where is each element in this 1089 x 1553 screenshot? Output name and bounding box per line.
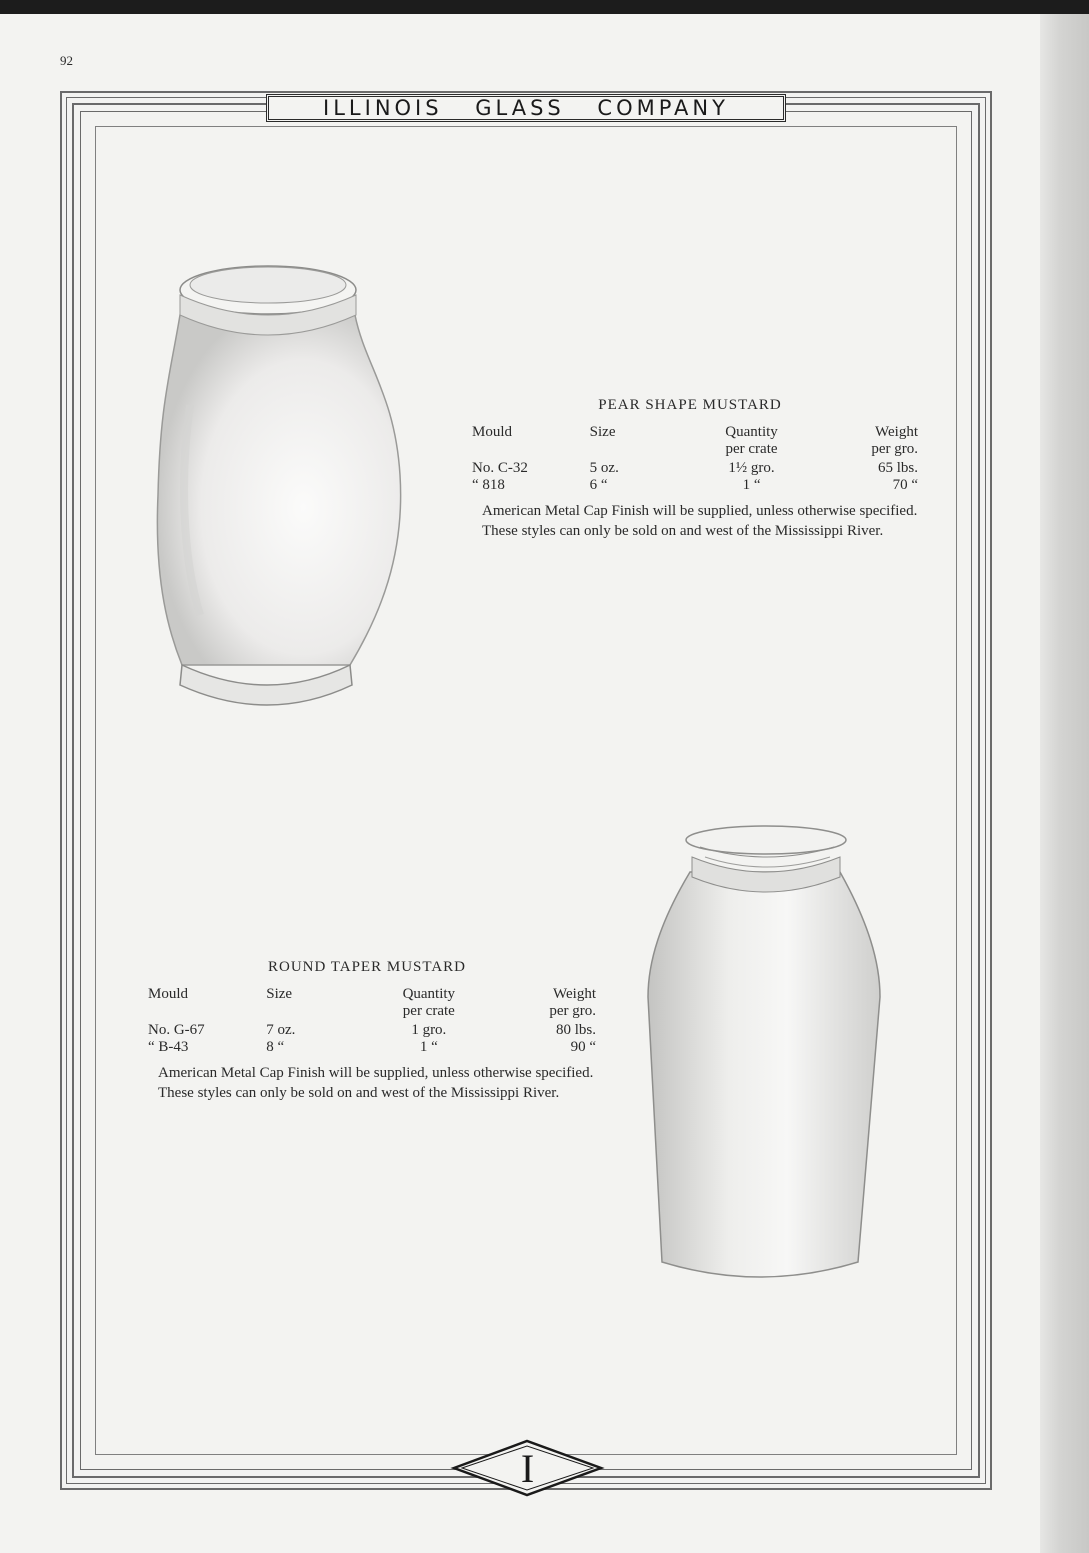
column-header-quantity: Quantity per crate [402,986,456,1019]
cell-size: 5 oz. [589,460,619,476]
company-title: ILLINOIS GLASS COMPANY [323,96,729,120]
finish-note: American Metal Cap Finish will be supplied, unless otherwise specified. [158,1065,594,1081]
cell-size: 7 oz. [266,1022,296,1038]
cell-mould: “ 818 [472,477,505,493]
spec-table [138,986,596,1056]
cell-size: 6 “ [589,477,608,493]
column-header-weight: Weight per gro. [549,986,596,1019]
cell-quantity: 1 gro. [411,1022,447,1038]
scan-top-edge [0,0,1089,14]
cell-quantity: 1 “ [419,1039,438,1055]
company-header [266,94,786,122]
sales-restriction-note: These styles can only be sold on and west of the Mississippi River. [158,1085,560,1101]
cell-weight: 65 lbs. [877,460,918,476]
section-title: ROUND TAPER MUSTARD [267,959,466,975]
table-row [462,460,918,477]
cell-mould: No. C-32 [472,460,528,476]
cell-weight: 80 lbs. [555,1022,596,1038]
spec-table [462,424,918,494]
page-gutter-shadow [1040,14,1089,1553]
column-header-mould: Mould [472,424,513,440]
column-header-quantity: Quantity per crate [725,424,778,457]
column-header-weight: Weight per gro. [871,424,918,457]
page-number: 92 [60,53,73,68]
round-taper-mustard-jar-illustration [630,822,895,1287]
logo-letter: I [520,1445,535,1491]
sales-restriction-note: These styles can only be sold on and west of the Mississippi River. [482,523,884,539]
table-row [462,477,918,494]
pear-shape-mustard-jar-illustration [150,255,420,717]
table-header-row [138,986,596,1022]
section-title: PEAR SHAPE MUSTARD [598,397,782,413]
cell-weight: 90 “ [570,1039,596,1055]
column-header-mould: Mould [148,986,189,1002]
table-header-row [462,424,918,460]
table-row [138,1022,596,1039]
cell-size: 8 “ [266,1039,285,1055]
round-taper-mustard-section [138,958,596,1102]
finish-note: American Metal Cap Finish will be supplied, unless otherwise specified. [482,503,918,519]
cell-mould: No. G-67 [148,1022,205,1038]
cell-weight: 70 “ [892,477,918,493]
column-header-size: Size [266,986,293,1002]
table-row [138,1039,596,1056]
cell-quantity: 1 “ [742,477,761,493]
cell-quantity: 1½ gro. [728,460,775,476]
pear-shape-mustard-section [462,396,918,540]
cell-mould: “ B-43 [148,1039,189,1055]
column-header-size: Size [589,424,616,440]
